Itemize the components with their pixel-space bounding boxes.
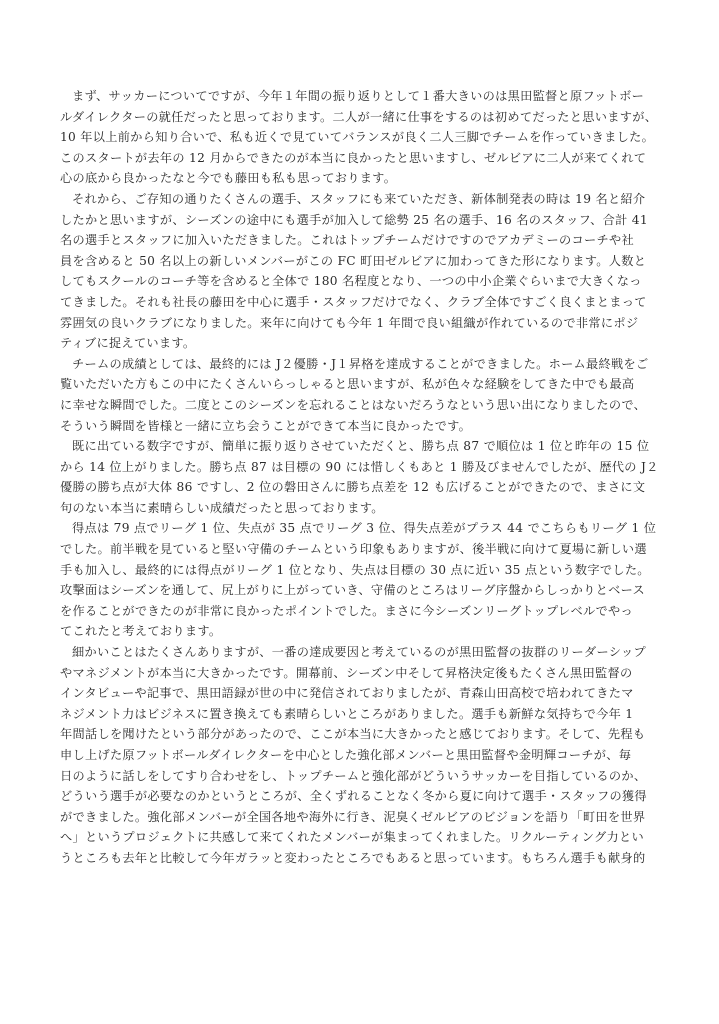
- text-line: 既に出ている数字ですが、簡単に振り返りさせていただくと、勝ち点 87 で順位は 1 位と昨年の 15 位: [72, 439, 650, 454]
- paragraph: [60, 189, 660, 354]
- text-line: 細かいことはたくさんありますが、一番の達成要因と考えているのが黒田監督の抜群のリーダーシップ: [72, 645, 646, 660]
- text-line: うところも去年と比較して今年ガラッと変わったところでもあると思っています。もちろん選手も献身的: [60, 850, 646, 865]
- paragraph: [60, 436, 660, 518]
- text-line: ネジメント力はビジネスに置き換えても素晴らしいところがありました。選手も新鮮な気持ちで今年 1: [60, 706, 634, 721]
- paragraph: [60, 518, 660, 642]
- document-body: [60, 86, 660, 869]
- text-line: それから、ご存知の通りたくさんの選手、スタッフにも来ていただき、新体制発表の時は 19 名と紹介: [72, 191, 646, 206]
- text-line: 心の底から良かったなと今でも藤田も私も思っております。: [60, 171, 397, 186]
- text-line: 員を含めると 50 名以上の新しいメンバーがこの FC 町田ゼルビアに加わってきた形になります。人数と: [60, 253, 647, 268]
- text-line: へ」というプロジェクトに共感して来てくれたメンバーが集まってくれました。リクルーティング力とい: [60, 830, 644, 845]
- text-line: どういう選手が必要なのかというところが、全くずれることなく冬から夏に向けて選手・スタッフの獲得: [60, 789, 647, 804]
- text-line: 日のように話しをしてすり合わせをし、トップチームと強化部がどういうサッカーを目指しているのか、: [60, 768, 647, 783]
- text-line: 10 年以上前から知り合いで、私も近くで見ていてバランスが良く二人三脚でチームを作っていきました。: [60, 130, 655, 145]
- text-line: てこれたと考えております。: [60, 624, 222, 639]
- paragraph: [60, 642, 660, 869]
- text-line: 覧いただいた方もこの中にたくさんいらっしゃると思いますが、私が色々な経験をしてきた中でも最高: [60, 377, 635, 392]
- text-line: 優勝の勝ち点が大体 86 ですし、2 位の磐田さんに勝ち点差を 12 も広げることができたので、まさに文: [60, 480, 646, 495]
- text-line: に幸せな瞬間でした。二度とこのシーズンを忘れることはないだろうなという思い出になりましたので、: [60, 397, 647, 412]
- text-line: から 14 位上がりました。勝ち点 87 は目標の 90 には惜しくもあと 1 勝及びませんでしたが、歴代の J２: [60, 459, 659, 474]
- text-line: 句のない本当に素晴らしい成績だったと思っております。: [60, 500, 384, 515]
- text-line: やマネジメントが本当に大きかったです。開幕前、シーズン中そして昇格決定後もたくさん黒田監督の: [60, 665, 633, 680]
- text-line: インタビューや記事で、黒田語録が世の中に発信されておりましたが、青森山田高校で培われてきたマ: [60, 686, 634, 701]
- text-line: まず、サッカーについてですが、今年１年間の振り返りとして１番大きいのは黒田監督と原フットボー: [72, 89, 645, 103]
- paragraph: [60, 86, 660, 189]
- text-line: 名の選手とスタッフに加入いただきました。これはトップチームだけですのでアカデミーのコーチや社: [60, 233, 634, 248]
- text-line: してもスクールのコーチ等を含めると全体で 180 名程度となり、一つの中小企業ぐらいまで大きくなっ: [60, 274, 642, 289]
- text-line: このスタートが去年の 12 月からできたのが本当に良かったと思いますし、ゼルビアに二人が来てくれて: [60, 150, 647, 165]
- text-line: 攻撃面はシーズンを通して、尻上がりに上がっていき、守備のところはリーグ序盤からしっかりとベース: [60, 583, 645, 598]
- text-line: したかと思いますが、シーズンの途中にも選手が加入して総勢 25 名の選手、16 名のスタッフ、合計 41: [60, 212, 648, 227]
- text-line: 申し上げた原フットボールダイレクターを中心とした強化部メンバーと黒田監督や金明輝コーチが、毎: [60, 748, 632, 762]
- text-line: を作ることができたのが非常に良かったポイントでした。まさに今シーズンリーグトップレベルでやっ: [60, 603, 633, 618]
- text-line: チームの成績としては、最終的には J２優勝・J１昇格を達成することができました。ホーム最終戦をご: [72, 356, 649, 371]
- text-line: ができました。強化部メンバーが全国各地や海外に行き、泥臭くゼルビアのビジョンを語り「町田を世界: [60, 809, 646, 824]
- text-line: 年間話しを聞けたという部分があったので、ここが本当に大きかったと感じております。そして、先程も: [60, 727, 646, 742]
- text-line: そういう瞬間を皆様と一緒に立ち会うことができて本当に良かったです。: [60, 418, 472, 433]
- text-line: 雰囲気の良いクラブになりました。来年に向けても今年 1 年間で良い組織が作れているので非常にポジ: [60, 315, 639, 330]
- text-line: てきました。それも社長の藤田を中心に選手・スタッフだけでなく、クラブ全体ですごく良くまとまって: [60, 294, 647, 309]
- text-line: 得点は 79 点でリーグ 1 位、失点が 35 点でリーグ 3 位、得失点差がプラス 44 でこちらもリーグ 1 位: [72, 521, 657, 536]
- paragraph: [60, 354, 660, 436]
- text-line: 手も加入し、最終的には得点がリーグ 1 位となり、失点は目標の 30 点に近い 35 点という数字でした。: [60, 562, 650, 577]
- text-line: ティブに捉えています。: [60, 336, 196, 351]
- text-line: ルダイレクターの就任だったと思っております。二人が一緒に仕事をするのは初めてだったと思いますが、: [60, 109, 658, 124]
- text-line: でした。前半戦を見ていると堅い守備のチームという印象もありますが、後半戦に向けて夏場に新しい選: [60, 542, 647, 557]
